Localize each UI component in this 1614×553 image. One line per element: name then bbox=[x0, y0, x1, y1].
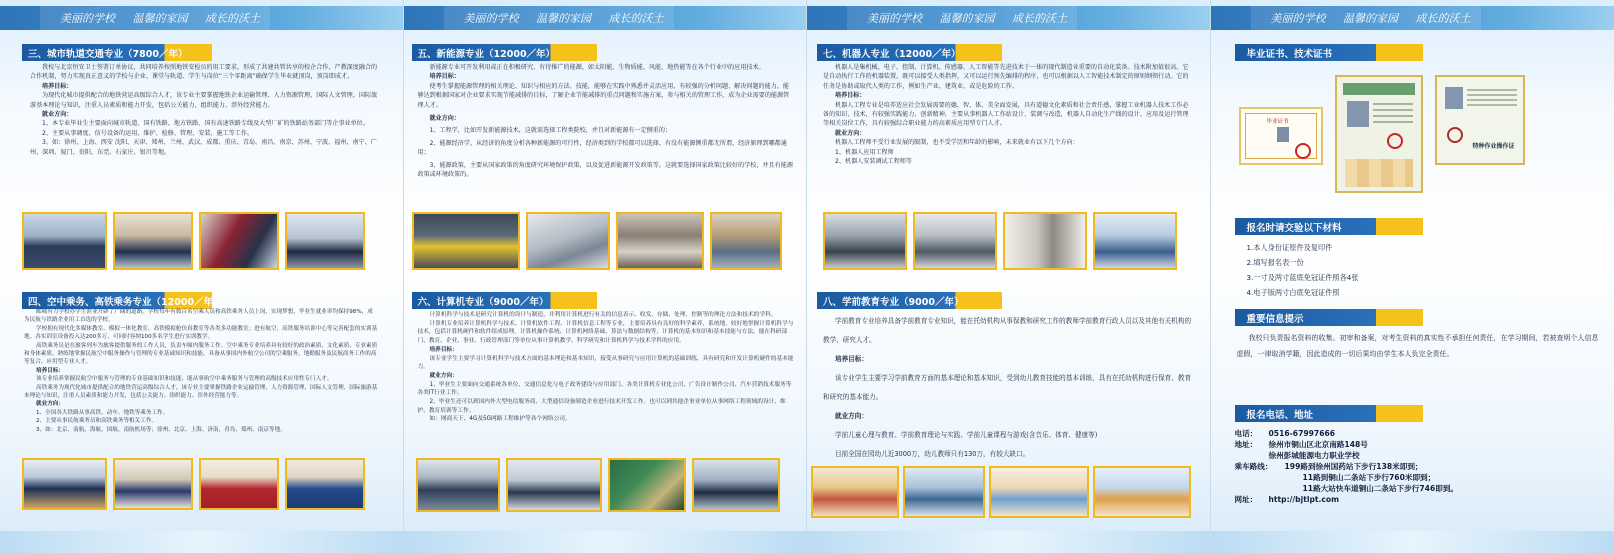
bus-row: 乘车路线： 199路到徐州国药站下步行138米即到； bbox=[1234, 462, 1423, 471]
photo-train-crew-red bbox=[199, 458, 279, 510]
materials-item: 2.填写报名表一份 bbox=[1246, 258, 1304, 267]
slogan-3: 成长的沃土 bbox=[1415, 12, 1471, 25]
bus-route-3: 11路大站快车道铜山二条站下步行746即到。 bbox=[1302, 484, 1459, 493]
special-operation-permit: 特种作业操作证 bbox=[1435, 75, 1525, 165]
certificate-images bbox=[1239, 75, 1525, 193]
photo-flight-crew bbox=[22, 458, 107, 510]
seal-icon bbox=[1295, 143, 1311, 159]
section-title-energy: 五、新能源专业（12000／年） bbox=[412, 44, 597, 61]
slogan-2: 温馨的家园 bbox=[1343, 12, 1398, 25]
photo-energy-lab bbox=[526, 212, 610, 270]
panel-2 bbox=[404, 0, 808, 553]
photo-preschool-3 bbox=[989, 466, 1089, 518]
slogan-3: 成长的沃土 bbox=[1012, 12, 1067, 25]
photo-rail-service bbox=[199, 212, 279, 270]
photo-rail-staff bbox=[22, 212, 107, 270]
address-line-2: 徐州彭城能源电力职业学校 bbox=[1268, 451, 1360, 460]
slogan-1: 美丽的学校 bbox=[1270, 12, 1326, 25]
photo-robot-models bbox=[913, 212, 997, 270]
slogan-1: 美丽的学校 bbox=[463, 12, 519, 25]
section-title-flight: 四、空中乘务、高铁乘务专业（12000／年） bbox=[22, 292, 212, 309]
photo-rail-station bbox=[113, 212, 193, 270]
slogan-bar bbox=[807, 6, 1210, 30]
photo-row-robot bbox=[823, 212, 1177, 270]
slogan-1: 美丽的学校 bbox=[867, 12, 922, 25]
notice-text: 我校只负责报名资料的收集、初审和备案，对考生资料的真实性不承担任何责任，在学习期间，若被查明个人信息虚假，一律取消学籍，因此造成的一切后果均由学生本人负完全责任。 bbox=[1236, 334, 1599, 358]
section-title-contact: 报名电话、地址 bbox=[1235, 405, 1423, 422]
materials-item: 4.电子版两寸白底免冠证件照 bbox=[1246, 288, 1340, 297]
slogan-1: 美丽的学校 bbox=[60, 12, 115, 25]
photo-preschool-2 bbox=[903, 466, 985, 518]
slogan-2: 温馨的家园 bbox=[939, 12, 995, 25]
phone-row: 电话： 0516-67997666 bbox=[1234, 429, 1336, 438]
photo-computer-room bbox=[416, 458, 500, 512]
photo-preschool-4 bbox=[1093, 466, 1191, 518]
photo-robot-student bbox=[1093, 212, 1177, 270]
bus-route-1: 199路到徐州国药站下步行138米即到； bbox=[1284, 462, 1423, 471]
photo-train-crew-blue bbox=[285, 458, 365, 510]
photo-portrait bbox=[1277, 127, 1289, 142]
slogan-bar bbox=[1211, 6, 1614, 30]
photo-rail-security bbox=[285, 212, 365, 270]
photo-computer-board bbox=[608, 458, 686, 512]
phone-number: 0516-67997666 bbox=[1268, 429, 1336, 438]
graduation-certificate: 毕业证书 bbox=[1239, 107, 1323, 165]
section-body-robot: 机器人是集机械、电子、控制、计算机、传感器、人工智能等先进技术于一体的现代制造业重要的自动化装备。技术附加值很高。它是自动执行工作的机器装置，既可以接受人类指挥，又可以运行预先编排的程序，也可以根据以人工智能技术制定的原则纲领行动。它的任务是协助或取代人类的工作，例如生产业、建筑业，或是危险的工作。 培养目标： 机器人工程专业是培养适应社会发展需要的德、智、体、美全面发展，具有道德文化素质和社会责任感，掌握工业机器人技术工作必备的知识、技术，有较强实践能力、创新精神，主要从事机器人工作站设计、装调与改造，机器人自动化生产线的设计、应用及运行管理等相关岗位工作，具有较强综合职业能力的高素质应用型专门人才。 就业方向： 机器人工程师不受行业发展的限制，也不受学历和年龄的影响，未来就业有以下几个方向： 1、机器人应用工程师 2、机器人安装调试工程师等 bbox=[823, 64, 1189, 166]
panel-4 bbox=[1211, 0, 1614, 553]
section-title-certificates: 毕业证书、技术证书 bbox=[1235, 44, 1423, 61]
photo-row-rail bbox=[22, 212, 365, 270]
photo-row-computer bbox=[416, 458, 780, 512]
photo-row-preschool bbox=[811, 466, 1191, 518]
website-row: 网址： http://bjtlpt.com bbox=[1234, 495, 1340, 504]
panel-1 bbox=[0, 0, 404, 553]
section-title-materials: 报名时请交验以下材料 bbox=[1235, 218, 1423, 235]
section-title-computer: 六、计算机专业（9000／年） bbox=[412, 292, 597, 309]
address-line-1: 徐州市铜山区北京南路148号 bbox=[1268, 440, 1368, 449]
section-title-rail: 三、城市轨道交通专业（7800／年） bbox=[22, 44, 212, 61]
address-row: 地址： 徐州市铜山区北京南路148号 bbox=[1234, 440, 1368, 449]
section-body-rail: 我校与北京恒安卫士签署订单协议，共同培养按照地铁安检员的用工要求，形成了共建共管共享的校企合作，产教深度融合的合作机制，努力实现真正意义的学校与企业、课堂与轨道、学生与岗位“三个零距离”确保学生毕业就顶岗，顶岗即成才。 培养目标： 为现代化城市提供配合的地铁营运高级综合人才，该专业主要掌握地铁企业运输管理、人力资源管理、国际人文管理、国际旅游基本理论与知识，注重人员素质和能力开发，包括公关能力、组织能力、涉外经营能力。 就业方向： 1、本专业毕业生主要面向城市轨道、国有铁路、地方铁路、国有高速铁路专线及大型厂矿的铁路站务部门等企事业单位。 2、主要从事调度、信号设备的运用、维护、检修、管理、安装、施工等工作。 3、如：徐州、上海、西安 沈阳、天津、郑州、兰州、武汉、成都、重庆、青岛、南昌、南京、苏州、宁波、福州、南宁、广州、深圳、厦门、贵阳、东莞、石家庄、银川等地。 bbox=[30, 64, 378, 156]
slogan-2: 温馨的家园 bbox=[132, 12, 188, 25]
photo-row-energy bbox=[412, 212, 782, 270]
contact-block bbox=[1235, 428, 1605, 505]
section-body-preschool: 学前教育专业培养具备学前教育专业知识，能在托幼机构从事保教和研究工作的教师学前教育行政人员以及其他有关机构的教学、研究人才。 培养目标： 该专业学生主要学习学前教育方面的基本理论和基本知识，受到幼儿教育技能的基本训练，具有在托幼机构进行保育、教育和研究的基本能力。 就业方向： 学前儿童心理与教育、学前教育理论与实践、学前儿童课程与游戏(含音乐、体育、健康等) 目前全国在园幼儿近3000万，幼儿教师只有130万，有较大缺口。 bbox=[823, 317, 1192, 458]
photo-energy-workshop bbox=[710, 212, 782, 270]
website-link[interactable]: http://bjtlpt.com bbox=[1268, 495, 1340, 504]
materials-item: 1.本人身份证原件及复印件 bbox=[1246, 243, 1333, 252]
photo-computer-lab bbox=[506, 458, 602, 512]
slogan-2: 温馨的家园 bbox=[536, 12, 591, 25]
slogan-3: 成长的沃土 bbox=[608, 12, 664, 25]
slogan-bar bbox=[404, 6, 807, 30]
section-body-computer: 计算机科学与技术是研究计算机的设计与制造，并利用计算机进行有关的信息表示、收发、存储、处理、控制等的理论方法和技术的学科。 计算机专业培养计算机科学与技术、计算机软件工程、计算机信息工程等专业，主要培养具有良好的科学素养，系统地、较好地掌握计算机科学与技术，包括计算机硬件和软件组成原理，计算机操作系统、计算机网络基础、算法与数据结构等，计算机的基本知识和基本技能与方法，能在科研部门、教育、企业、事业、行政管理部门等单位从事计算机教学、科学研究和计算机科学与技术学科的应用。 培养目标： 该专业学生主要学习计算机科学与技术方面的基本理论和基本知识，接受从事研究与应用计算机的基础训练，具有研究和开发计算机硬件的基本能力。 就业方向： 1、毕业生主要面向交通系统各单位、交通信息化与电子政务建设与应用部门、各类计算机专业化公司、广告设计制作公司、汽车营销技术服务等各类IT行业工作。 2、毕业生还可以到国内外大型电信服务商、大型通信设备制造企业进行技术开发工作。也可以到其他企事业单位从事网络工程领域的设计、维护、教育培训等工作。 如：网商天下、4G及5G网路工程维护等各个网络公司。 bbox=[417, 312, 794, 423]
section-body-flight: 邮城有力学校办学生涯业开辟了广阔的道路。学校每年有数百名空乘人员和高铁乘务人员上岗，实现梦想，毕业生就业率均保持98%，成为民航与铁路企业用工首选的学校。 学校拥有现代化多媒体教室、模拟一体化教室、高铁模拟舱仿真教室等各类多功能教室；进有航空、高铁服务培训中心等完善配套的实训基地。各实训室设备投入达200多万，可同时容纳100多名学生进行实训教学。 高铁乘务员是在旅客列车为旅客提供服务的工作人员，负责车厢内服务工作。空中乘务专业培养具有较好的政治素质、文化素质、专业素质和身体素质，熟练地掌握民航空中服务操作与管理的专业基础知识和技能，具备从事国内外航空公司的空乘服务、地勤服务及民航商务工作的高等复合、应用型专业人才。 培养目标： 该专业培养掌握民航空中服务与管理的专业基础知识和技能，能从事航空中乘务服务与管理的高级技术应用性专门人才。 高铁乘务为现代化城市提供配合的地铁营运高级综合人才，该专业主要掌握铁路企业运输管理、人力资源管理、国际人文管理、国际旅游基本理论与知识，注重人员素质和能力开发，包括公关能力、组织能力、涉外经营能力等。 就业方向： 1、全国各大铁路从事高铁、动车、地铁等乘务工作。 2、主要从事民航乘务员和高铁乘务等相关工作。 3、如：北京、南航、海航、国航、南航机场等；徐州、北京、上海、济南、青岛、郑州、南京等地。 bbox=[24, 309, 378, 433]
seal-icon bbox=[1447, 127, 1463, 143]
photo-energy-model bbox=[616, 212, 704, 270]
section-title-notice: 重要信息提示 bbox=[1235, 309, 1423, 326]
skill-certificate bbox=[1335, 75, 1423, 193]
photo-robot-hands bbox=[1003, 212, 1087, 270]
bus-route-2: 11路到铜山二条站下步行760米即到； bbox=[1302, 473, 1436, 482]
photo-row-flight bbox=[22, 458, 365, 510]
panel-3 bbox=[807, 0, 1211, 553]
slogan-3: 成长的沃土 bbox=[205, 12, 260, 25]
photo-robot-kit bbox=[823, 212, 907, 270]
slogan-bar bbox=[0, 6, 403, 30]
photo-preschool-1 bbox=[811, 466, 899, 518]
materials-list bbox=[1247, 240, 1359, 300]
section-title-robot: 七、机器人专业（12000／年） bbox=[817, 44, 1002, 61]
section-body-energy: 新能源专业可开发利用或正在积极研究、有待推广的能源，如太阳能、生物质能、风能、地热能等在各个行业中的应用技术。 培养目标： 使考生掌握能源管理的相关理论、知识与相应的方法、技能，能够在实践中熟悉并灵活应用，有较强的分析问题、解决问题的能力，能够达到根据国家对企业要求实现节能减排的目标，了解企业节能减排的重点问题和实施方案，参与相关的管理工作，成为企业需要的能源管理人才。 就业方向： 1、工程学，比如开发新能源技术，这就需选择工程类院校，并且对新能源有一定侧重的； 2、能源经济学，从经济的角度分析各种新能源的可行性，经济类到的学校都可以选择，有没有能源侧重都无所谓，经济原理到哪都通用； 3、能源政策，主要从国家政策的角度研究环境保护政策，以及促进新能源开发政策等，这就要选择国家政策比较好的学校，并且有能源政策或环境政策的。 bbox=[417, 64, 793, 179]
seal-icon bbox=[1387, 133, 1403, 149]
materials-item: 3.一寸及两寸蓝底免冠证件照各4张 bbox=[1246, 273, 1359, 282]
photo-energy-car bbox=[412, 212, 520, 270]
photo-flight-attendant bbox=[113, 458, 193, 510]
section-title-preschool: 八、学前教育专业（9000／年） bbox=[817, 292, 1002, 309]
photo-computer-class bbox=[692, 458, 780, 512]
